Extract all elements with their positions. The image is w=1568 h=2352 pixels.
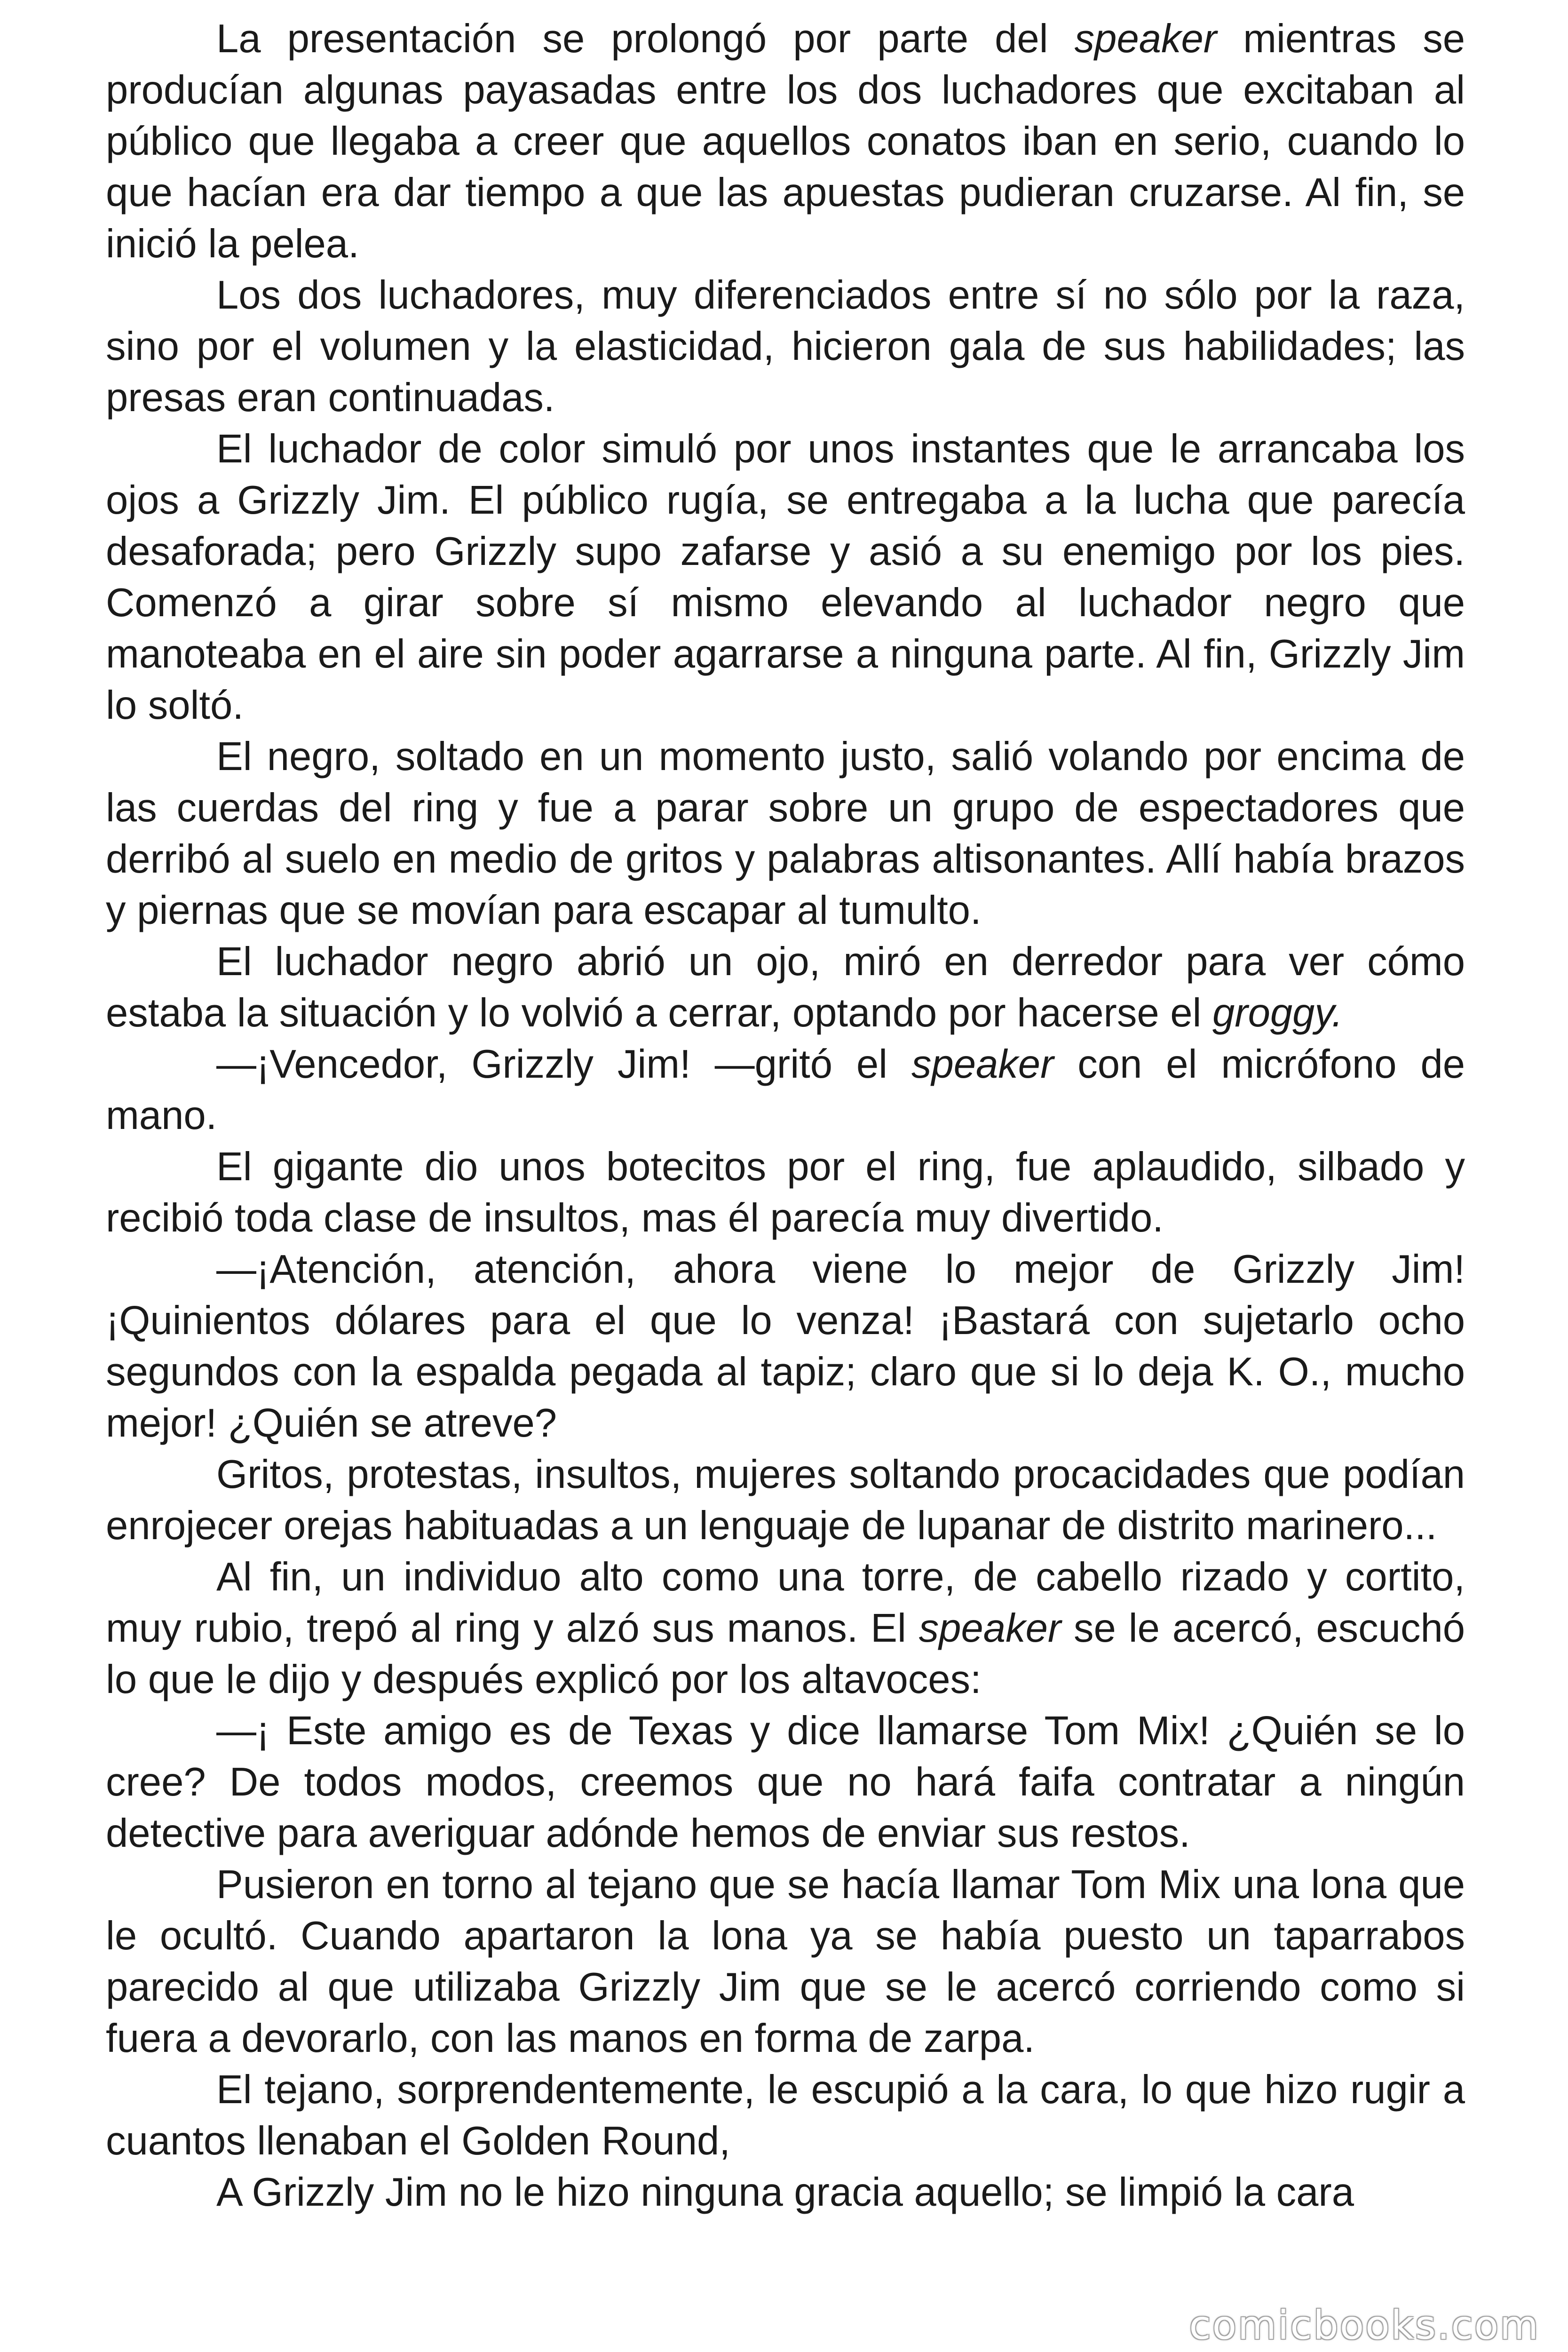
text-run: Pusieron en torno al tejano que se hacía llamar Tom Mix una lona que le ocultó. Cuando apartaron la lona ya se había puesto un taparrabos parecido al que utilizaba Grizzly Jim que se le acercó corriendo como si fuera a devorarlo, con las manos en forma de zarpa. (106, 1862, 1465, 2061)
paragraph (106, 1039, 1465, 1141)
paragraph (106, 13, 1465, 270)
text-run: —¡Vencedor, Grizzly Jim! —gritó el (216, 1042, 911, 1087)
watermark: comicbooks.com (1189, 2302, 1540, 2348)
italic-text: speaker (1074, 16, 1217, 61)
paragraph (106, 270, 1465, 423)
text-run: La presentación se prolongó por parte del (216, 16, 1075, 61)
text-run: Al fin, un individuo alto como una torre, de cabello rizado y cortito, muy rubio, trepó al ring y alzó sus manos. El (106, 1555, 1465, 1651)
paragraph (106, 2064, 1465, 2167)
paragraph (106, 1705, 1465, 1859)
paragraph (106, 423, 1465, 731)
text-run: Gritos, protestas, insultos, mujeres soltando procacidades que podían enrojecer orejas habituadas a un lenguaje de lupanar de distrito marinero... (106, 1452, 1465, 1548)
paragraph (106, 1449, 1465, 1551)
paragraph (106, 936, 1465, 1039)
document-body (106, 13, 1465, 2218)
paragraph (106, 1859, 1465, 2064)
text-run: El negro, soltado en un momento justo, salió volando por encima de las cuerdas del ring y fue a parar sobre un grupo de espectadores que derribó al suelo en medio de gritos y palabras altisonantes. Allí había brazos y piernas que se movían para escapar al tumulto. (106, 734, 1465, 933)
paragraph (106, 1551, 1465, 1705)
text-run: —¡ Este amigo es de Texas y dice llamarse Tom Mix! ¿Quién se lo cree? De todos modos, creemos que no hará faifa contratar a ningún detective para averiguar adónde hemos de enviar sus restos. (106, 1708, 1465, 1856)
text-run: A Grizzly Jim no le hizo ninguna gracia aquello; se limpió la cara (216, 2170, 1354, 2215)
paragraph (106, 1141, 1465, 1244)
text-run: El luchador negro abrió un ojo, miró en derredor para ver cómo estaba la situación y lo volvió a cerrar, optando por hacerse el (106, 939, 1465, 1035)
paragraph (106, 1244, 1465, 1449)
text-run: con el micrófono de mano. (106, 1042, 1465, 1138)
text-run: —¡Atención, atención, ahora viene lo mejor de Grizzly Jim! ¡Quinientos dólares para el que lo venza! ¡Bastará con sujetarlo ocho segundos con la espalda pegada al tapiz; claro que si lo deja K. O., mucho mejor! ¿Quién se atreve? (106, 1247, 1465, 1446)
text-run: Los dos luchadores, muy diferenciados entre sí no sólo por la raza, sino por el volumen y la elasticidad, hicieron gala de sus habilidades; las presas eran continuadas. (106, 273, 1465, 420)
italic-text: speaker (911, 1042, 1054, 1087)
italic-text: groggy. (1212, 991, 1343, 1035)
paragraph (106, 731, 1465, 936)
text-run: mientras se producían algunas payasadas entre los dos luchadores que excitaban al público que llegaba a creer que aquellos conatos iban en serio, cuando lo que hacían era dar tiempo a que las apuestas pudieran cruzarse. Al fin, se inició la pelea. (106, 16, 1465, 266)
text-run: El gigante dio unos botecitos por el ring, fue aplaudido, silbado y recibió toda clase de insultos, mas él parecía muy divertido. (106, 1144, 1465, 1240)
text-run: se le acercó, escuchó lo que le dijo y después explicó por los altavoces: (106, 1606, 1465, 1702)
italic-text: speaker (919, 1606, 1061, 1651)
text-run: El luchador de color simuló por unos instantes que le arrancaba los ojos a Grizzly Jim. El público rugía, se entregaba a la lucha que parecía desaforada; pero Grizzly supo zafarse y asió a su enemigo por los pies. Comenzó a girar sobre sí mismo elevando al luchador negro que manoteaba en el aire sin poder agarrarse a ninguna parte. Al fin, Grizzly Jim lo soltó. (106, 427, 1465, 728)
text-run: El tejano, sorprendentemente, le escupió a la cara, lo que hizo rugir a cuantos llenaban el Golden Round, (106, 2067, 1465, 2163)
paragraph (106, 2167, 1465, 2218)
